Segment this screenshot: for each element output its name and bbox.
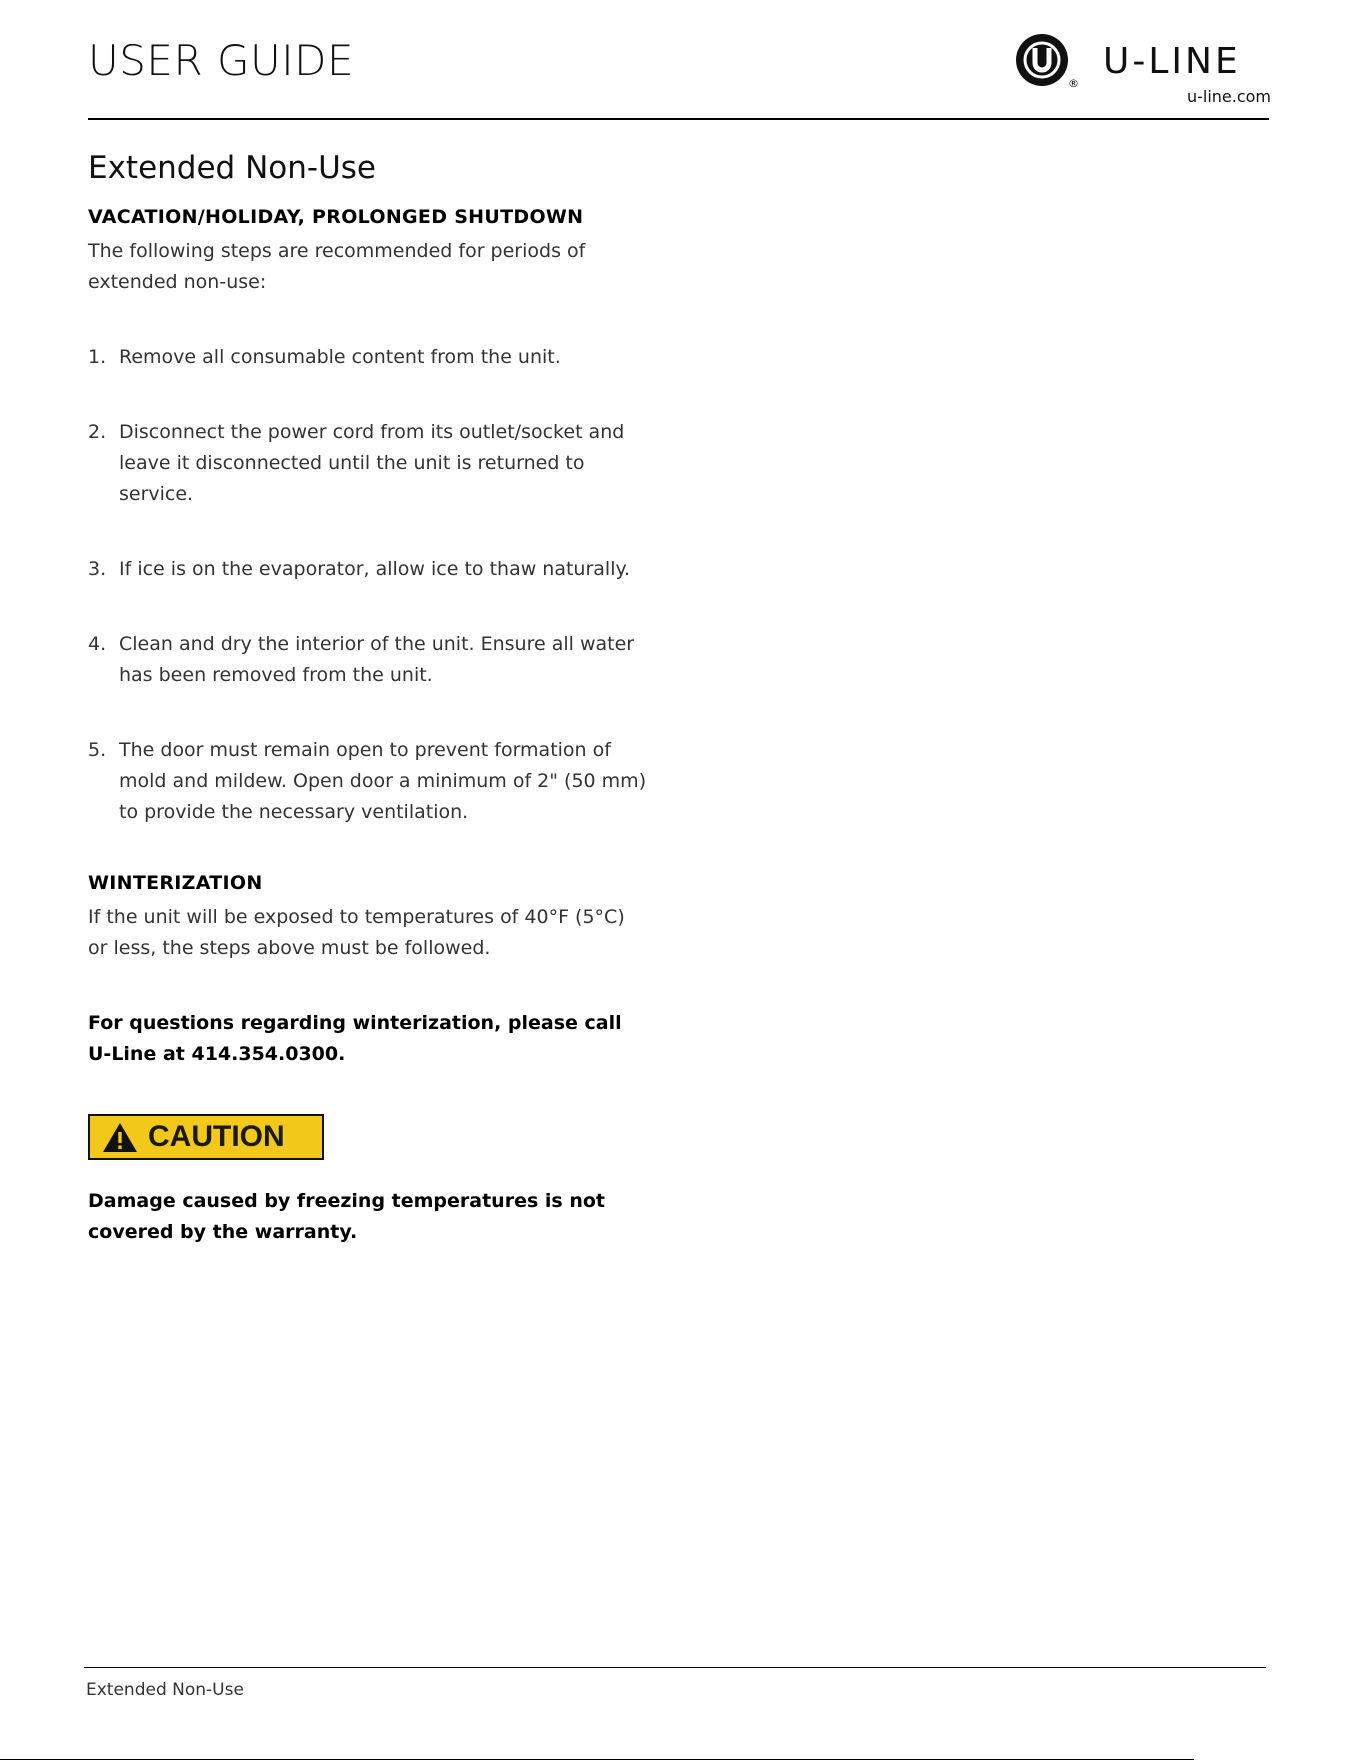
u-line-logo-icon <box>1015 33 1071 89</box>
page-bottom-divider <box>0 1759 1194 1760</box>
winterization-text: If the unit will be exposed to temperatures of 40°F (5°C) or less, the steps above must be followed. <box>88 906 625 959</box>
step-number: 3. <box>88 558 107 580</box>
footer-divider <box>84 1667 1266 1668</box>
list-item <box>88 342 648 373</box>
caution-label-box <box>88 1114 324 1160</box>
warranty-note: Damage caused by freezing temperatures is not covered by the warranty. <box>88 1190 605 1243</box>
brand-name: U-LINE <box>1103 41 1241 82</box>
step-number: 1. <box>88 346 107 368</box>
step-text: Clean and dry the interior of the unit. Ensure all water has been removed from the unit. <box>119 633 635 686</box>
contact-note: For questions regarding winterization, please call U-Line at 414.354.0300. <box>88 1012 622 1065</box>
document-title: USER GUIDE <box>88 36 355 85</box>
header-divider <box>88 118 1269 120</box>
vacation-heading: VACATION/HOLIDAY, PROLONGED SHUTDOWN <box>88 206 584 228</box>
list-item <box>88 629 648 691</box>
main-content <box>88 150 648 1248</box>
list-item <box>88 554 648 585</box>
step-text: If ice is on the evaporator, allow ice to thaw naturally. <box>119 558 631 580</box>
caution-label: CAUTION <box>148 1120 285 1153</box>
brand-url: u-line.com <box>1186 87 1271 106</box>
winterization-heading: WINTERIZATION <box>88 872 263 894</box>
brand-logo <box>1015 33 1277 113</box>
vacation-intro: The following steps are recommended for periods of extended non-use: <box>88 240 586 293</box>
steps-list <box>88 342 648 828</box>
step-text: Disconnect the power cord from its outlet/socket and leave it disconnected until the unit is returned to service. <box>119 421 625 505</box>
warning-triangle-icon <box>102 1121 138 1153</box>
step-number: 2. <box>88 421 107 443</box>
list-item <box>88 417 648 510</box>
step-text: Remove all consumable content from the unit. <box>119 346 561 368</box>
registered-mark: ® <box>1068 77 1079 90</box>
step-text: The door must remain open to prevent formation of mold and mildew. Open door a minimum of 2" (50 mm) to provide the necessary ventilation. <box>119 739 647 823</box>
step-number: 4. <box>88 633 107 655</box>
section-title: Extended Non-Use <box>88 150 376 186</box>
step-number: 5. <box>88 739 107 761</box>
footer-section-name: Extended Non-Use <box>86 1680 244 1700</box>
list-item <box>88 735 648 828</box>
